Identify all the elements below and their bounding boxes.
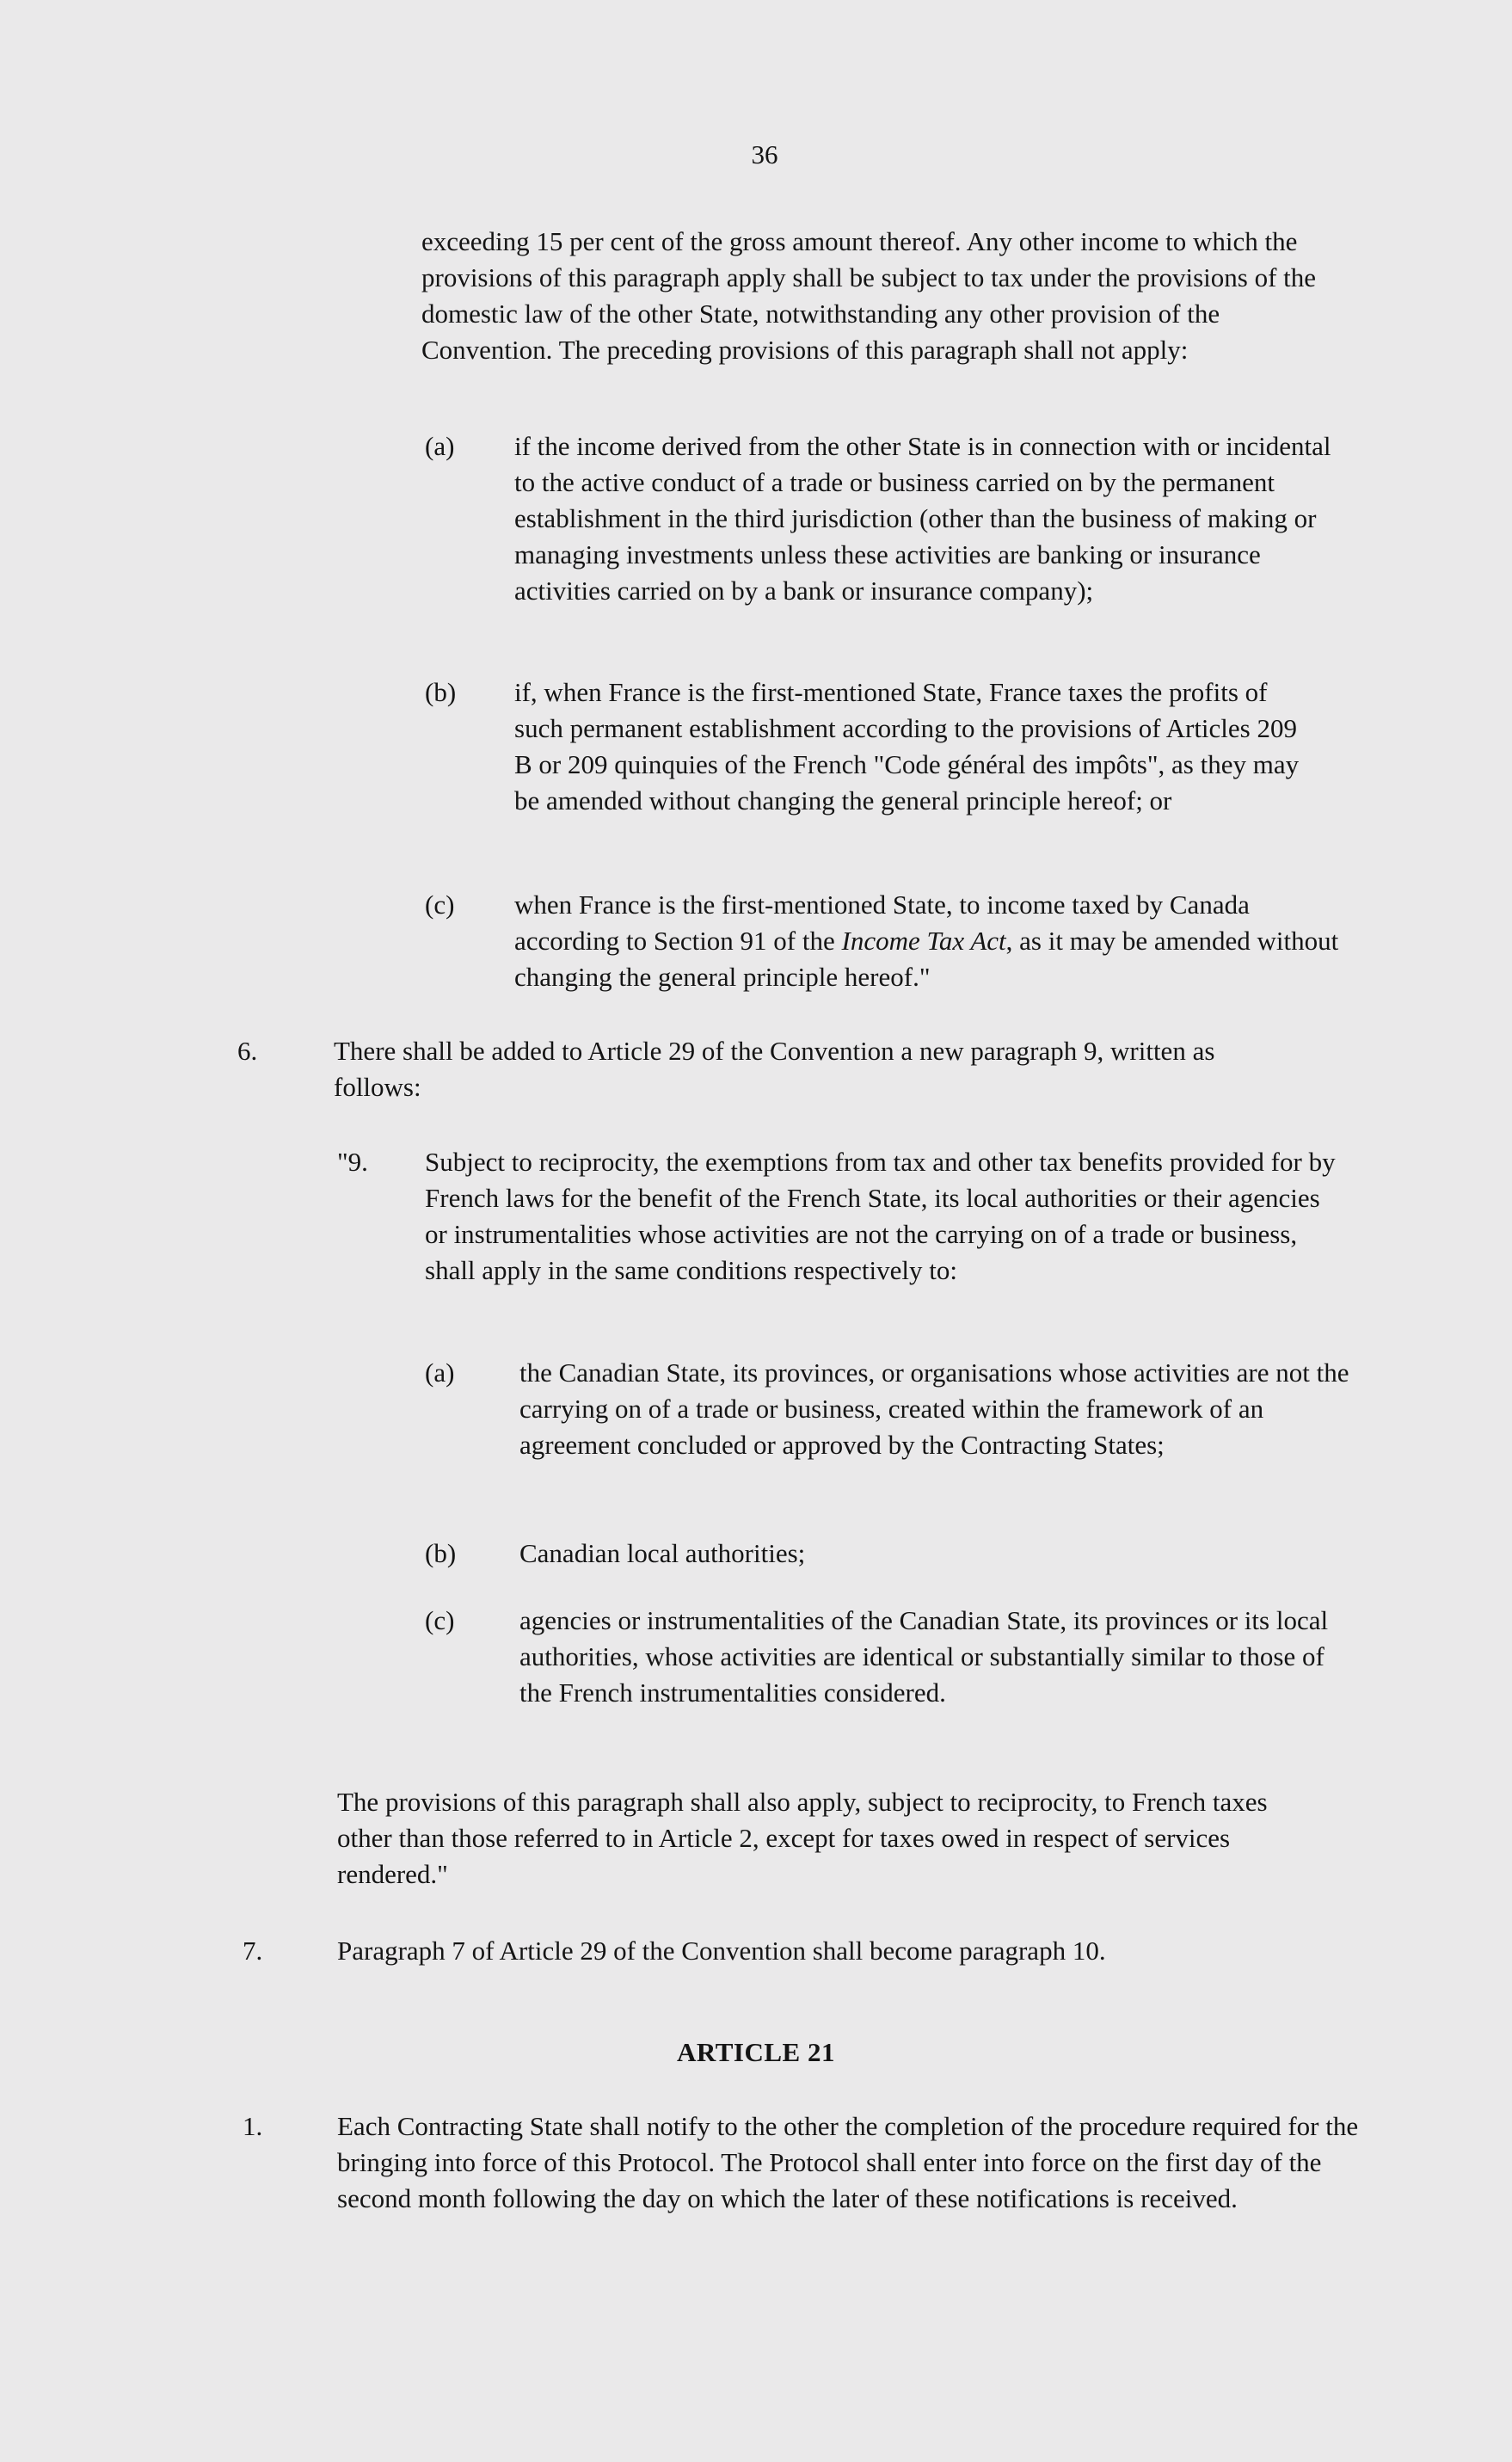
para-9-item-label-a: (a) — [425, 1357, 455, 1388]
article-para-1-text: Each Contracting State shall notify to the other the completion of the procedure required for the bringing into force of this Protocol. The Protocol shall enter into force on the first day of the second month following the day on which the later of these notifications is received. — [337, 2111, 1359, 2213]
page-number: 36 — [751, 139, 778, 169]
para-7-text: Paragraph 7 of Article 29 of the Convention shall become paragraph 10. — [337, 1936, 1106, 1966]
item-text-b: if, when France is the first-mentioned State, France taxes the profits of such permanent establishment according to the provisions of Articles 209 B or 209 quinquies of the French "Code général des impôts", as they may be amended without changing the general principle hereof; or — [514, 677, 1300, 816]
para-9-text: Subject to reciprocity, the exemptions from tax and other tax benefits provided for by French laws for the benefit of the French State, its local authorities or their agencies or instrumentalities whose activities are not the carrying on of a trade or business, shall apply in the same conditions respectively to: — [425, 1147, 1336, 1285]
article-para-1-number: 1. — [243, 2111, 263, 2141]
item-text-c — [514, 887, 1344, 995]
item-label-a: (a) — [425, 431, 455, 461]
item-text-c-start: when France is the first-mentioned State, to income taxed by Canada according to Section 91 of the — [514, 889, 1250, 956]
item-text-c-italic: Income Tax Act — [841, 926, 1006, 956]
item-label-b: (b) — [425, 677, 457, 707]
para-9-item-text-b: Canadian local authorities; — [519, 1538, 806, 1568]
para-6-number: 6. — [237, 1036, 258, 1066]
intro-paragraph: exceeding 15 per cent of the gross amount thereof. Any other income to which the provisions of this paragraph apply shall be subject to tax under the provisions of the domestic law of the other State, notwithstanding any other provision of the Convention. The preceding provisions of this paragraph shall not apply: — [421, 226, 1317, 365]
item-text-c-end: , as it may be amended without changing the general principle hereof." — [514, 926, 1339, 992]
para-9-closing: The provisions of this paragraph shall also apply, subject to reciprocity, to French taxes other than those referred to in Article 2, except for taxes owed in respect of services rendered." — [337, 1787, 1268, 1889]
para-6-text: There shall be added to Article 29 of the Convention a new paragraph 9, written as follows: — [334, 1036, 1215, 1102]
item-label-c: (c) — [425, 889, 455, 920]
para-9-item-text-c: agencies or instrumentalities of the Canadian State, its provinces or its local authorities, whose activities are identical or substantially similar to those of the French instrumentalities considered. — [519, 1605, 1329, 1708]
para-9-item-label-b: (b) — [425, 1538, 457, 1568]
item-text-a: if the income derived from the other State is in connection with or incidental to the active conduct of a trade or business carried on by the permanent establishment in the third jurisdiction (other than the business of making or managing investments unless these activities are banking or insurance activities carried on by a bank or insurance company); — [514, 431, 1331, 606]
para-7-number: 7. — [243, 1936, 263, 1966]
para-9-item-label-c: (c) — [425, 1605, 455, 1635]
para-9-item-text-a: the Canadian State, its provinces, or organisations whose activities are not the carrying on of a trade or business, created within the framework of an agreement concluded or approved by the Contracting States; — [519, 1357, 1349, 1460]
para-9-number: "9. — [337, 1147, 368, 1177]
article-heading: ARTICLE 21 — [677, 2037, 835, 2067]
